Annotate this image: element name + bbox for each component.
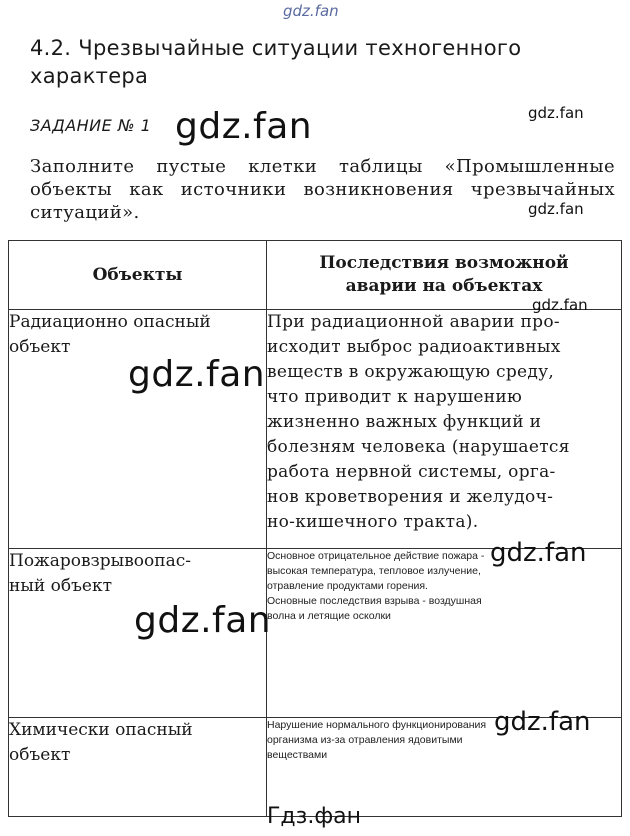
consequence-line: При радиационной аварии про- (267, 312, 560, 332)
object-name-line: Химически опасный (9, 720, 193, 740)
table-row (9, 549, 622, 718)
table-row (9, 310, 622, 549)
heading-line-1: 4.2. Чрезвычайные ситуации техногенного (30, 36, 522, 60)
object-cell (9, 310, 267, 549)
task-label: ЗАДАНИЕ № 1 (30, 116, 152, 135)
watermark: gdz.fan (494, 707, 591, 737)
instructions-line: объекты как источники возникновения чрезвычайных (30, 179, 615, 200)
consequence-line: болезням человека (нарушается (267, 437, 570, 457)
consequence-line: нов кроветворения и желудоч- (267, 487, 554, 507)
consequence-line: волна и летящие осколки (267, 610, 391, 622)
watermark-bottom: Гдз.фан (267, 804, 361, 829)
consequence-line: веществами (267, 749, 328, 761)
instructions-line: Заполните пустые клетки таблицы «Промышленные (30, 156, 615, 177)
header-line: Последствия возможной (319, 253, 569, 273)
consequence-line: Нарушение нормального функционирования (267, 719, 487, 731)
column-header-objects: Объекты (9, 241, 267, 310)
consequence-line: что приводит к нарушению (267, 387, 523, 407)
watermark: gdz.fan (528, 200, 584, 218)
table-header-row (9, 241, 622, 310)
consequence-line: высокая температура, тепловое излучение, (267, 565, 481, 577)
watermark: gdz.fan (528, 104, 584, 122)
object-cell (9, 718, 267, 817)
consequence-line: исходит выброс радиоактивных (267, 337, 561, 357)
consequence-cell (267, 549, 622, 718)
consequence-line: но-кишечного тракта). (267, 512, 479, 532)
consequence-line: Основное отрицательное действие пожара - (267, 550, 485, 562)
consequence-line: работа нервной системы, орга- (267, 462, 556, 482)
object-name-line: Пожаровзрывоопас- (9, 551, 191, 571)
object-name-line: Радиационно опасный (9, 312, 211, 332)
object-name-line: ный объект (9, 576, 112, 596)
watermark: gdz.fan (128, 354, 266, 395)
object-name-line: объект (9, 745, 71, 765)
watermark: gdz.fan (134, 600, 272, 641)
consequence-line: отравление продуктами горения. (267, 580, 428, 592)
consequence-line: жизненно важных функций и (267, 412, 542, 432)
watermark: gdz.fan (532, 296, 588, 314)
watermark: gdz.fan (175, 106, 313, 147)
consequence-cell (267, 310, 622, 549)
consequence-line: Основные последствия взрыва - воздушная (267, 595, 482, 607)
instructions-line: ситуаций». (30, 202, 140, 223)
object-name-line: объект (9, 337, 71, 357)
header-line: аварии на объектах (345, 276, 543, 296)
consequence-line: организма из-за отравления ядовитыми (267, 734, 463, 746)
watermark: gdz.fan (490, 538, 587, 568)
watermark-top: gdz.fan (283, 2, 339, 20)
consequence-line: веществ в окружающую среду, (267, 362, 555, 382)
heading-line-2: характера (30, 64, 149, 88)
section-heading (30, 34, 610, 90)
